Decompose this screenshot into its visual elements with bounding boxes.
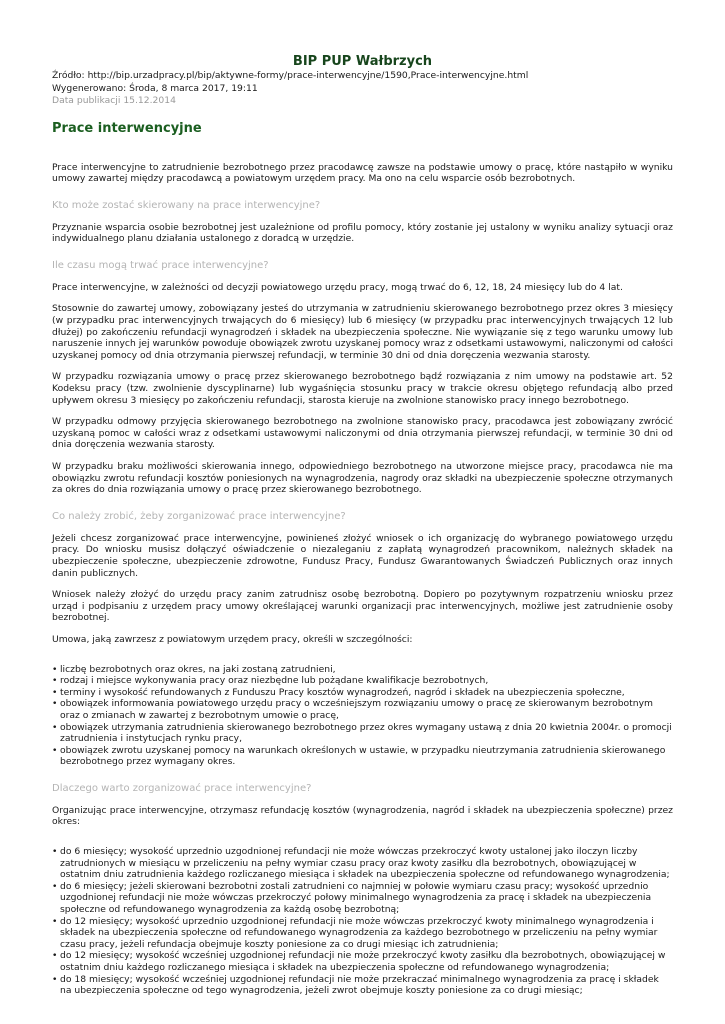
why-paragraph-1: Organizując prace interwencyjne, otrzymasz refundację kosztów (wynagrodzenia, nagród i składek na ubezpieczenia społeczne) przez okres: bbox=[52, 804, 673, 828]
refund-periods-list bbox=[52, 846, 673, 997]
site-title: BIP PUP Wałbrzych bbox=[292, 54, 433, 69]
list-item: • do 18 miesięcy; wysokość wcześniej uzgodnionej refundacji nie może przekraczać minimalnego wynagrodzenia za pracę i składek na ubezpieczenia społeczne od tego wynagrodzenia, jeżeli zwrot obejmuje koszty poniesione za co drugi miesiąc; bbox=[52, 974, 673, 997]
list-item: • do 12 miesięcy; wysokość uprzednio uzgodnionej refundacji nie może wówczas przekroczyć kwoty minimalnego wynagrodzenia i składek na ubezpieczenia społeczne od refundowanego wynagrodzenia za każdego bezrobotnego w przeliczeniu na pełny wymiar czasu pracy, jeżeli refundacja obejmuje koszty poniesione za co drugi miesiąc ich zatrudnienia; bbox=[52, 916, 673, 951]
intro-paragraph: Prace interwencyjne to zatrudnienie bezrobotnego przez pracodawcę zawsze na podstawie umowy o pracę, które nastąpiło w wyniku umowy zawartej między pracodawcą a powiatowym urzędem pracy. Ma ono na celu wsparcie osób bezrobotnych. bbox=[52, 161, 673, 185]
duration-paragraph-1: Prace interwencyjne, w zależności od decyzji powiatowego urzędu pracy, mogą trwać do 6, 12, 18, 24 miesięcy lub do 4 lat. bbox=[52, 281, 623, 293]
agreement-terms-list bbox=[52, 664, 673, 768]
list-item: • terminy i wysokość refundowanych z Funduszu Pracy kosztów wynagrodzeń, nagród i składek na ubezpieczenia społeczne, bbox=[52, 687, 673, 699]
list-item: • rodzaj i miejsce wykonywania pracy oraz niezbędne lub pożądane kwalifikacje bezrobotnych, bbox=[52, 675, 673, 687]
generated-date: Wygenerowano: Środa, 8 marca 2017, 19:11 bbox=[52, 82, 258, 94]
list-item: • obowiązek informowania powiatowego urzędu pracy o wcześniejszym rozwiązaniu umowy o pracę ze skierowanym bezrobotnym oraz o zmianach w zawartej z bezrobotnym umowie o pracę, bbox=[52, 698, 673, 721]
section-heading-duration: Ile czasu mogą trwać prace interwencyjne? bbox=[52, 259, 269, 271]
section-heading-who: Kto może zostać skierowany na prace interwencyjne? bbox=[52, 199, 321, 211]
how-paragraph-1: Jeżeli chcesz zorganizować prace interwencyjne, powinieneś złożyć wniosek o ich organizację do wybranego powiatowego urzędu pracy. Do wniosku musisz dołączyć oświadczenie o niezaleganiu z zapłatą wynagrodzeń pracownikom, należnych składek na ubezpieczenie społeczne, ubezpieczenie zdrowotne, Fundusz Pracy, Fundusz Gwarantowanych Świadczeń Publicznych oraz innych danin publicznych. bbox=[52, 532, 673, 579]
meta-block bbox=[52, 70, 673, 108]
source-url: Źródło: http://bip.urzadpracy.pl/bip/aktywne-formy/prace-interwencyjne/1590,Prace-interwencyjne.html bbox=[52, 70, 529, 81]
publication-date: Data publikacji 15.12.2014 bbox=[52, 95, 176, 106]
list-item: • do 6 miesięcy; wysokość uprzednio uzgodnionej refundacji nie może wówczas przekroczyć kwoty ustalonej jako iloczyn liczby zatrudnionych w miesiącu w przeliczeniu na pełny wymiar czasu pracy oraz kwoty zasiłku dla bezrobotnych, obowiązującej w ostatnim dniu zatrudnienia każdego rozliczanego miesiąca i składek na ubezpieczenia społeczne od refundowanego wynagrodzenia; bbox=[52, 846, 673, 881]
duration-paragraph-2: Stosownie do zawartej umowy, zobowiązany jesteś do utrzymania w zatrudnieniu skierowanego bezrobotnego przez okres 3 miesięcy (w przypadku prac interwencyjnych trwających do 6 miesięcy) lub 6 miesięcy (w przypadku prac interwencyjnych trwających 12 lub dłużej) po zakończeniu refundacji wynagrodzeń i składek na ubezpieczenia społeczne. Nie wywiązanie się z tego warunku umowy lub naruszenie innych jej warunków powoduje obowiązek zwrotu uzyskanej pomocy wraz z odsetkami ustawowymi, naliczonymi od całości uzyskanej pomocy od dnia otrzymania pierwszej refundacji, w terminie 30 dni od dnia doręczenia wezwania starosty. bbox=[52, 303, 673, 361]
duration-paragraph-5: W przypadku braku możliwości skierowania innego, odpowiedniego bezrobotnego na utworzone miejsce pracy, pracodawca nie ma obowiązku zwrotu refundacji kosztów poniesionych na wynagrodzenia, nagrody oraz składki na ubezpieczenie społeczne otrzymanych za okres do dnia rozwiązania umowy o pracę przez skierowanego bezrobotnego. bbox=[52, 461, 673, 496]
how-paragraph-3: Umowa, jaką zawrzesz z powiatowym urzędem pracy, określi w szczególności: bbox=[52, 633, 413, 645]
how-paragraph-2: Wniosek należy złożyć do urzędu pracy zanim zatrudnisz osobę bezrobotną. Dopiero po pozytywnym rozpatrzeniu wniosku przez urząd i podpisaniu z urzędem pracy umowy określającej warunki organizacji prac interwencyjnych, możliwe jest zatrudnienie osoby bezrobotnej. bbox=[52, 589, 673, 624]
page-title: Prace interwencyjne bbox=[52, 120, 202, 136]
duration-paragraph-4: W przypadku odmowy przyjęcia skierowanego bezrobotnego na zwolnione stanowisko pracy, pracodawca jest zobowiązany zwrócić uzyskaną pomoc w całości wraz z odsetkami ustawowymi naliczonymi od dnia otrzymania pierwszej refundacji, w terminie 30 dni od dnia doręczenia wezwania starosty. bbox=[52, 416, 673, 451]
list-item: • liczbę bezrobotnych oraz okres, na jaki zostaną zatrudnieni, bbox=[52, 664, 673, 676]
list-item: • obowiązek zwrotu uzyskanej pomocy na warunkach określonych w ustawie, w przypadku nieutrzymania zatrudnienia skierowanego bezrobotnego przez wymagany okres. bbox=[52, 745, 673, 768]
list-item: • obowiązek utrzymania zatrudnienia skierowanego bezrobotnego przez okres wymagany ustawą z dnia 20 kwietnia 2004r. o promocji zatrudnienia i instytucjach rynku pracy, bbox=[52, 722, 673, 745]
duration-paragraph-3: W przypadku rozwiązania umowy o pracę przez skierowanego bezrobotnego bądź rozwiązania z nim umowy na podstawie art. 52 Kodeksu pracy (tzw. zwolnienie dyscyplinarne) lub wygaśnięcia stosunku pracy w trakcie okresu objętego refundacją albo przed upływem okresu 3 miesięcy po zakończeniu refundacji, starosta kieruje na zwolnione stanowisko pracy innego bezrobotnego. bbox=[52, 371, 673, 406]
answer-who: Przyznanie wsparcia osobie bezrobotnej jest uzależnione od profilu pomocy, który zostanie jej ustalony w wyniku analizy sytuacji oraz indywidualnego planu działania ustalonego z doradcą w urzędzie. bbox=[52, 221, 673, 245]
list-item: • do 12 miesięcy; wysokość wcześniej uzgodnionej refundacji nie może przekroczyć kwoty zasiłku dla bezrobotnych, obowiązującej w ostatnim dniu każdego rozliczanego miesiąca i składek na ubezpieczenia społeczne od refundowanego wynagrodzenia; bbox=[52, 950, 673, 973]
section-heading-why: Dlaczego warto zorganizować prace interwencyjne? bbox=[52, 782, 312, 794]
section-heading-how: Co należy zrobić, żeby zorganizować prace interwencyjne? bbox=[52, 510, 346, 522]
list-item: • do 6 miesięcy; jeżeli skierowani bezrobotni zostali zatrudnieni co najmniej w połowie wymiaru czasu pracy; wysokość uprzednio uzgodnionej refundacji nie może wówczas przekroczyć połowy minimalnego wynagrodzenia za pracę i składek na ubezpieczenia społeczne od refundowanego wynagrodzenia za każdą osobę bezrobotną; bbox=[52, 881, 673, 916]
